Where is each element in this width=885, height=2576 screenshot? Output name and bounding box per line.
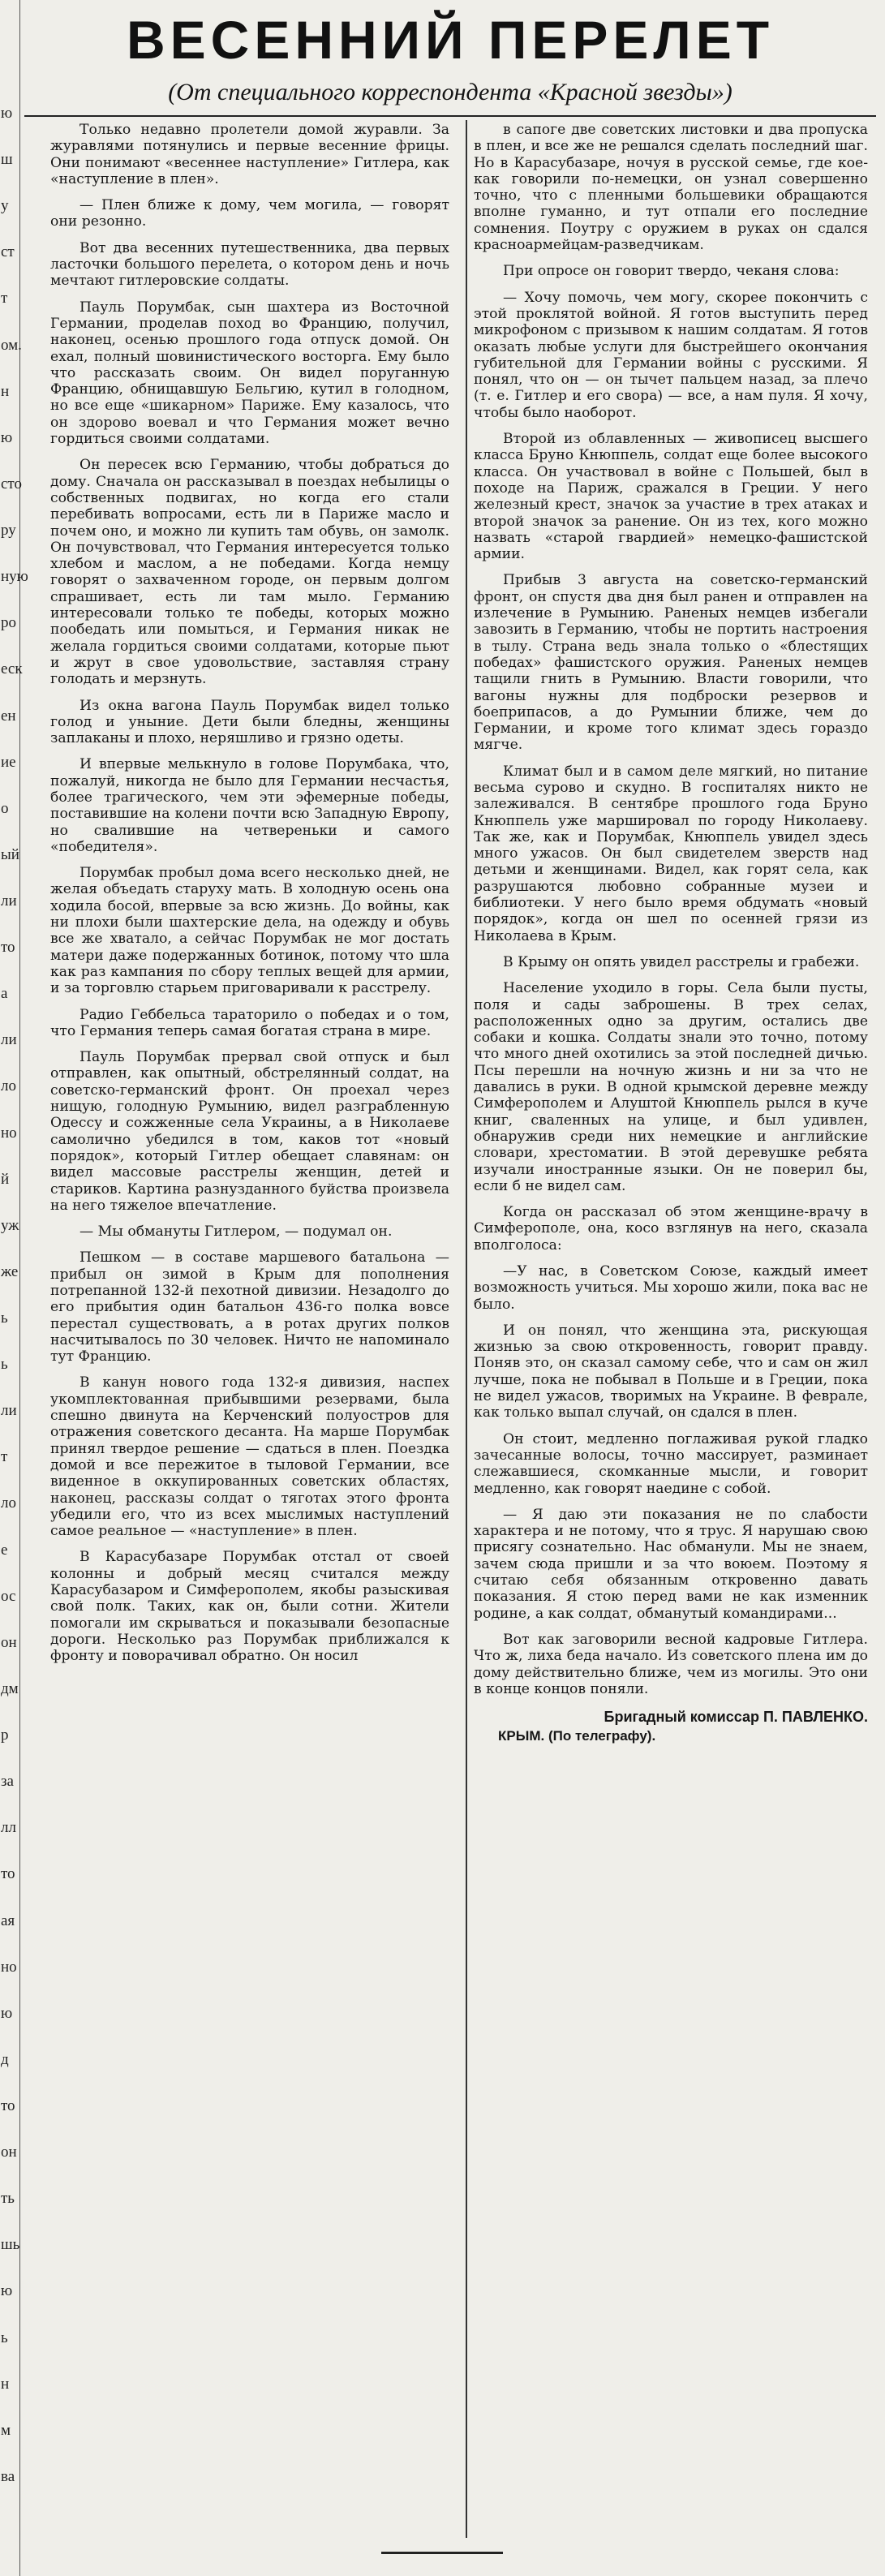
- end-rule: [381, 2552, 503, 2554]
- paragraph: При опросе он говорит твердо, чеканя слова:: [503, 263, 840, 280]
- edge-fragment: ли: [1, 1031, 17, 1049]
- paragraph: в сапоге две советских листовки и два пропуска в плен, и все же не решался сделать последний шаг. Но в Карасубазаре, ночуя в русской семье, где кое-как говорили по-немецки, он узнал совершенно точно, что с пленными большевики обращаются вполне гуманно, и тут отпали его последние сомнения. Поутру с оружием в руках он сдался красноармейцам-разведчикам.: [474, 122, 868, 254]
- edge-fragment: м: [1, 2421, 11, 2439]
- paragraph: И впервые мелькнуло в голове Порумбака, что, пожалуй, никогда не было для Германии несчастья, более трагического, чем эти эфемерные победы, поставившие на колени почти всю Западную Европу, но свалившие на четвереньки и самого «победителя».: [50, 756, 449, 855]
- paragraph: Климат был и в самом деле мягкий, но питание весьма сурово и скудно. В госпиталях никто не залеживался. В сентябре прошлого года Бруно Кнюппель уже маршировал по городу Николаеву. Так же, как и Порумбак, Кнюппель увидел здесь много ужасов. Он был свидетелем зверств над детьми и женщинами. Видел, как горят села, как разрушаются любовно собранные музеи и библиотеки. У него было время обдумать «новый порядок», когда он шел по осенней грязи из Николаева в Крым.: [474, 763, 868, 944]
- paragraph: В Карасубазаре Порумбак отстал от своей колонны и добрый месяц считался между Карасубазаром и Симферополем, якобы разыскивая свой полк. Таких, как он, были сотни. Жители помогали им скрываться и показывали безопасные дороги. Несколько раз Порумбак приближался к фронту и поворачивал обратно. Он носил: [50, 1549, 449, 1665]
- edge-fragment: ая: [1, 1912, 15, 1929]
- edge-fragment: дм: [1, 1679, 19, 1697]
- paragraph: Он стоит, медленно поглаживая рукой гладко зачесанные волосы, точно массирует, разминает слежавшиеся, скомканные мысли, и говорит медленно, как говорят наедине с собой.: [474, 1430, 868, 1497]
- edge-fragment: ю: [1, 428, 13, 446]
- edge-fragment: ную: [1, 568, 28, 586]
- headline: ВЕСЕННИЙ ПЕРЕЛЕТ: [126, 10, 775, 70]
- paragraph: Когда он рассказал об этом женщине-врачу в Симферополе, она, косо взглянув на него, сказала вполголоса:: [474, 1204, 868, 1254]
- byline: Бригадный комиссар П. ПАВЛЕНКО.: [604, 1709, 868, 1726]
- paragraph: — Плен ближе к дому, чем могила, — говорят они резонно.: [50, 197, 449, 230]
- edge-fragment: ли: [1, 892, 17, 910]
- paragraph: В канун нового года 132-я дивизия, наспех укомплектованная прибывшими резервами, была спешно двинута на Керченский полуостров для отражения советского десанта. На марше Порумбак принял твердое решение — сдаться в плен. Поездка домой и все пережитое в тыловой Германии, все виденное в оккупированных советских областях, наконец, рассказы солдат о тяготах этого фронта убедили его, что из всех мыслимых наступлений самое реальное — «наступление» в плен.: [50, 1374, 449, 1540]
- paragraph: В Крыму он опять увидел расстрелы и грабежи.: [503, 953, 860, 970]
- edge-fragment: но: [1, 1124, 17, 1142]
- article-column-left: [50, 122, 449, 1675]
- right-paragraphs: [474, 122, 868, 1697]
- paragraph: —У нас, в Советском Союзе, каждый имеет возможность учиться. Мы хорошо жили, пока вас не было.: [474, 1263, 868, 1313]
- edge-fragment: ру: [1, 522, 16, 540]
- edge-fragment: то: [1, 939, 15, 957]
- paragraph: — Хочу помочь, чем могу, скорее покончить с этой проклятой войной. Я готов выступить перед микрофоном с призывом к нашим солдатам. Я готов оказать любые услуги для быстрейшего окончания губительной для Германии войны с русскими. Я понял, что он — он тычет пальцем назад, за плечо (т. е. Гитлер и его свора) — все, а нам пуля. Я хочу, чтобы было наоборот.: [474, 289, 868, 421]
- paragraph: Вот как заговорили весной кадровые Гитлера. Что ж, лиха беда начало. Из советского плена им до дому действительно ближе, чем из могилы. Это они в конце концов поняли.: [474, 1631, 868, 1697]
- header-rule: [24, 115, 876, 117]
- edge-fragment: уж: [1, 1216, 19, 1234]
- edge-fragment: ом.: [1, 336, 22, 354]
- edge-fragment: еск: [1, 660, 23, 678]
- adjacent-column-fragments: [0, 0, 28, 2576]
- edge-fragment: за: [1, 1773, 14, 1791]
- edge-fragment: ть: [1, 2190, 15, 2208]
- article-header: [32, 5, 868, 109]
- edge-fragment: сто: [1, 475, 22, 492]
- edge-fragment: т: [1, 290, 8, 307]
- edge-fragment: д: [1, 2050, 9, 2068]
- paragraph: Радио Геббельса тараторило о победах и о том, что Германия теперь самая богатая страна в мире.: [50, 1006, 449, 1039]
- edge-fragment: ос: [1, 1587, 16, 1605]
- paragraph: Из окна вагона Пауль Порумбак видел только голод и уныние. Дети были бледны, женщины заплаканы и плохо, неряшливо и грязно одеты.: [50, 697, 449, 747]
- paragraph: Порумбак пробыл дома всего несколько дней, не желая объедать старуху мать. В холодную осень она ходила босой, впервые за всю жизнь. До войны, как ни плохи были шахтерские дела, на одежду и обувь все же хватало, а сейчас Порумбак не мог достать матери даже подержанных ботинок, потому что шла как раз кампания по сбору теплых вещей для армии, и за торговлю старьем приговаривали к расстрелу.: [50, 865, 449, 997]
- edge-fragment: лл: [1, 1819, 16, 1837]
- edge-fragment: н: [1, 2375, 10, 2393]
- edge-fragment: р: [1, 1727, 9, 1744]
- edge-fragment: ю: [1, 2282, 13, 2300]
- edge-fragment: шь: [1, 2236, 20, 2254]
- paragraph: — Я даю эти показания не по слабости характера и не потому, что я трус. Я нарушаю свою присягу сознательно. Нас обманули. Мы не знаем, зачем сюда пришли и за что воюем. Поэтому я считаю себя обязанным откровенно давать показания. Я стою перед вами не как изменник родине, а как солдат, обманутый командирами...: [474, 1506, 868, 1622]
- edge-fragment: ый: [1, 845, 19, 863]
- edge-fragment: е: [1, 1541, 8, 1559]
- article-column-right: [474, 122, 868, 1746]
- edge-fragment: о: [1, 799, 9, 817]
- edge-fragment: же: [1, 1262, 19, 1280]
- edge-fragment: то: [1, 1865, 15, 1883]
- edge-fragment: ло: [1, 1494, 16, 1512]
- edge-fragment: н: [1, 382, 10, 400]
- paragraph: И он понял, что женщина эта, рискующая жизнью за свою откровенность, говорит правду. Поняв это, он сказал самому себе, что и сам он жил лучше, пока не побывал в Польше и в Греции, пока не видел ужасов, творимых на Украине. В феврале, как только выпал случай, он сдался в плен.: [474, 1322, 868, 1421]
- edge-fragment: он: [1, 2144, 17, 2161]
- edge-fragment: то: [1, 2096, 15, 2114]
- subhead: (От специального корреспондента «Красной звезды»): [168, 79, 732, 105]
- paragraph: Пешком — в составе маршевого батальона — прибыл он зимой в Крым для пополнения потрепанной 132-й пехотной дивизии. Незадолго до его прибытия один батальон 436-го полка вовсе перестал существовать, а в ротах других полков насчитывалось по 30 человек. Ничто не напоминало тут Францию.: [50, 1249, 449, 1365]
- paragraph: Только недавно пролетели домой журавли. За журавлями потянулись и первые весенние фрицы. Они понимают «весеннее наступление» Гитлера, как «наступление в плен».: [50, 122, 449, 187]
- edge-fragment: ю: [1, 105, 13, 122]
- dateline: КРЫМ. (По телеграфу).: [498, 1728, 656, 1744]
- edge-fragment: ю: [1, 2004, 13, 2022]
- edge-fragment: ст: [1, 243, 15, 261]
- edge-fragment: ь: [1, 2329, 8, 2346]
- paragraph: Пауль Порумбак прервал свой отпуск и был отправлен, как опытный, обстрелянный солдат, на советско-германский фронт. Он проехал через нищую, голодную Румынию, видел разграбленную Одессу и сожженные села Украины, а в Николаеве самолично убедился в том, каков тот «новый порядок», который Гитлер обещает славянам: он видел массовые расстрелы женщин, детей и стариков. Картина разнузданного буйства произвела на него тяжелое впечатление.: [50, 1049, 449, 1214]
- edge-fragment: ва: [1, 2467, 15, 2485]
- edge-fragment: у: [1, 197, 9, 215]
- column-divider: [466, 120, 467, 2538]
- paragraph: Прибыв 3 августа на советско-германский фронт, он спустя два дня был ранен и отправлен на излечение в Румынию. Раненых немцев избегали завозить в Германию, чтобы не портить настроения в тылу. Страна ведь знала только о «блестящих победах» фашистского оружия. Раненых немцев тащили гнить в Румынию. Власти говорили, что вагоны нужны для подброски резервов и боеприпасов, а до Румынии ближе, чем до Германии, и кроме того климат здесь гораздо мягче.: [474, 572, 868, 754]
- edge-fragment: ь: [1, 1356, 8, 1374]
- edge-fragment: ие: [1, 753, 16, 771]
- paragraph: Пауль Порумбак, сын шахтера из Восточной Германии, проделав поход во Францию, получил, наконец, осенью прошлого года отпуск домой. Он ехал, полный шовинистического восторга. Ему было что рассказать своим. Он видел поруганную Францию, обнищавшую Бельгию, кутил в голодном, но все еще «шикарном» Париже. Ему казалось, что он здорово воевал и что Германия может вечно гордиться своими солдатами.: [50, 299, 449, 448]
- edge-fragment: ш: [1, 151, 13, 169]
- edge-fragment: ен: [1, 707, 16, 725]
- paragraph: Вот два весенних путешественника, два первых ласточки большого перелета, о котором день и ночь мечтают гитлеровские солдаты.: [50, 239, 449, 290]
- paragraph: — Мы обмануты Гитлером, — подумал он.: [79, 1223, 393, 1241]
- paragraph: Второй из облавленных — живописец высшего класса Бруно Кнюппель, солдат еще более высокого класса. Он участвовал в войне с Польшей, был в походе на Париж, сражался в Греции. У него железный крест, значок за участие в трех атаках и второй значок за ранение. Он из тех, кого можно назвать «старой гвардией» немецко-фашистской армии.: [474, 431, 868, 563]
- edge-fragment: но: [1, 1958, 17, 1976]
- edge-fragment: он: [1, 1633, 17, 1651]
- edge-fragment: а: [1, 985, 8, 1003]
- edge-fragment: ли: [1, 1402, 17, 1420]
- edge-fragment: т: [1, 1448, 8, 1466]
- paragraph: Население уходило в горы. Села были пусты, поля и сады заброшены. В трех селах, расположенных одно за другим, остались две собаки и кошка. Солдаты знали это точно, потому что много дней охотились за этой последней дичью. Псы перешли на ночную жизнь и ни за что не давались в руки. В одной крымской деревне между Симферополем и Алуштой Кнюппель рылся в куче книг, сваленных на улице, и был удивлен, обнаружив среди них немецкие и английские словари, хрестоматии. В этой деревушке ребята изучали иностранные языки. Он не поверил бы, если б не видел сам.: [474, 980, 868, 1194]
- edge-fragment: й: [1, 1170, 10, 1188]
- edge-fragment: ло: [1, 1077, 16, 1095]
- edge-fragment: ро: [1, 614, 16, 632]
- edge-fragment: ь: [1, 1310, 8, 1327]
- paragraph: Он пересек всю Германию, чтобы добраться до дому. Сначала он рассказывал в поездах небылицы о собственных подвигах, но когда его стали перебивать вопросами, есть ли в Париже масло и почем оно, и можно ли купить там обувь, он замолк. Он почувствовал, что Германия интересуется только хлебом и маслом, а не победами. Когда немцу говорят о захваченном городе, он первым долгом спрашивает, есть ли там мыло. Германию интересовали только те победы, которых можно пообедать или помыться, и Германия никак не желала гордиться своими солдатами, которые пьют и жрут в свое удовольствие, заставляя страну голодать и мерзнуть.: [50, 457, 449, 688]
